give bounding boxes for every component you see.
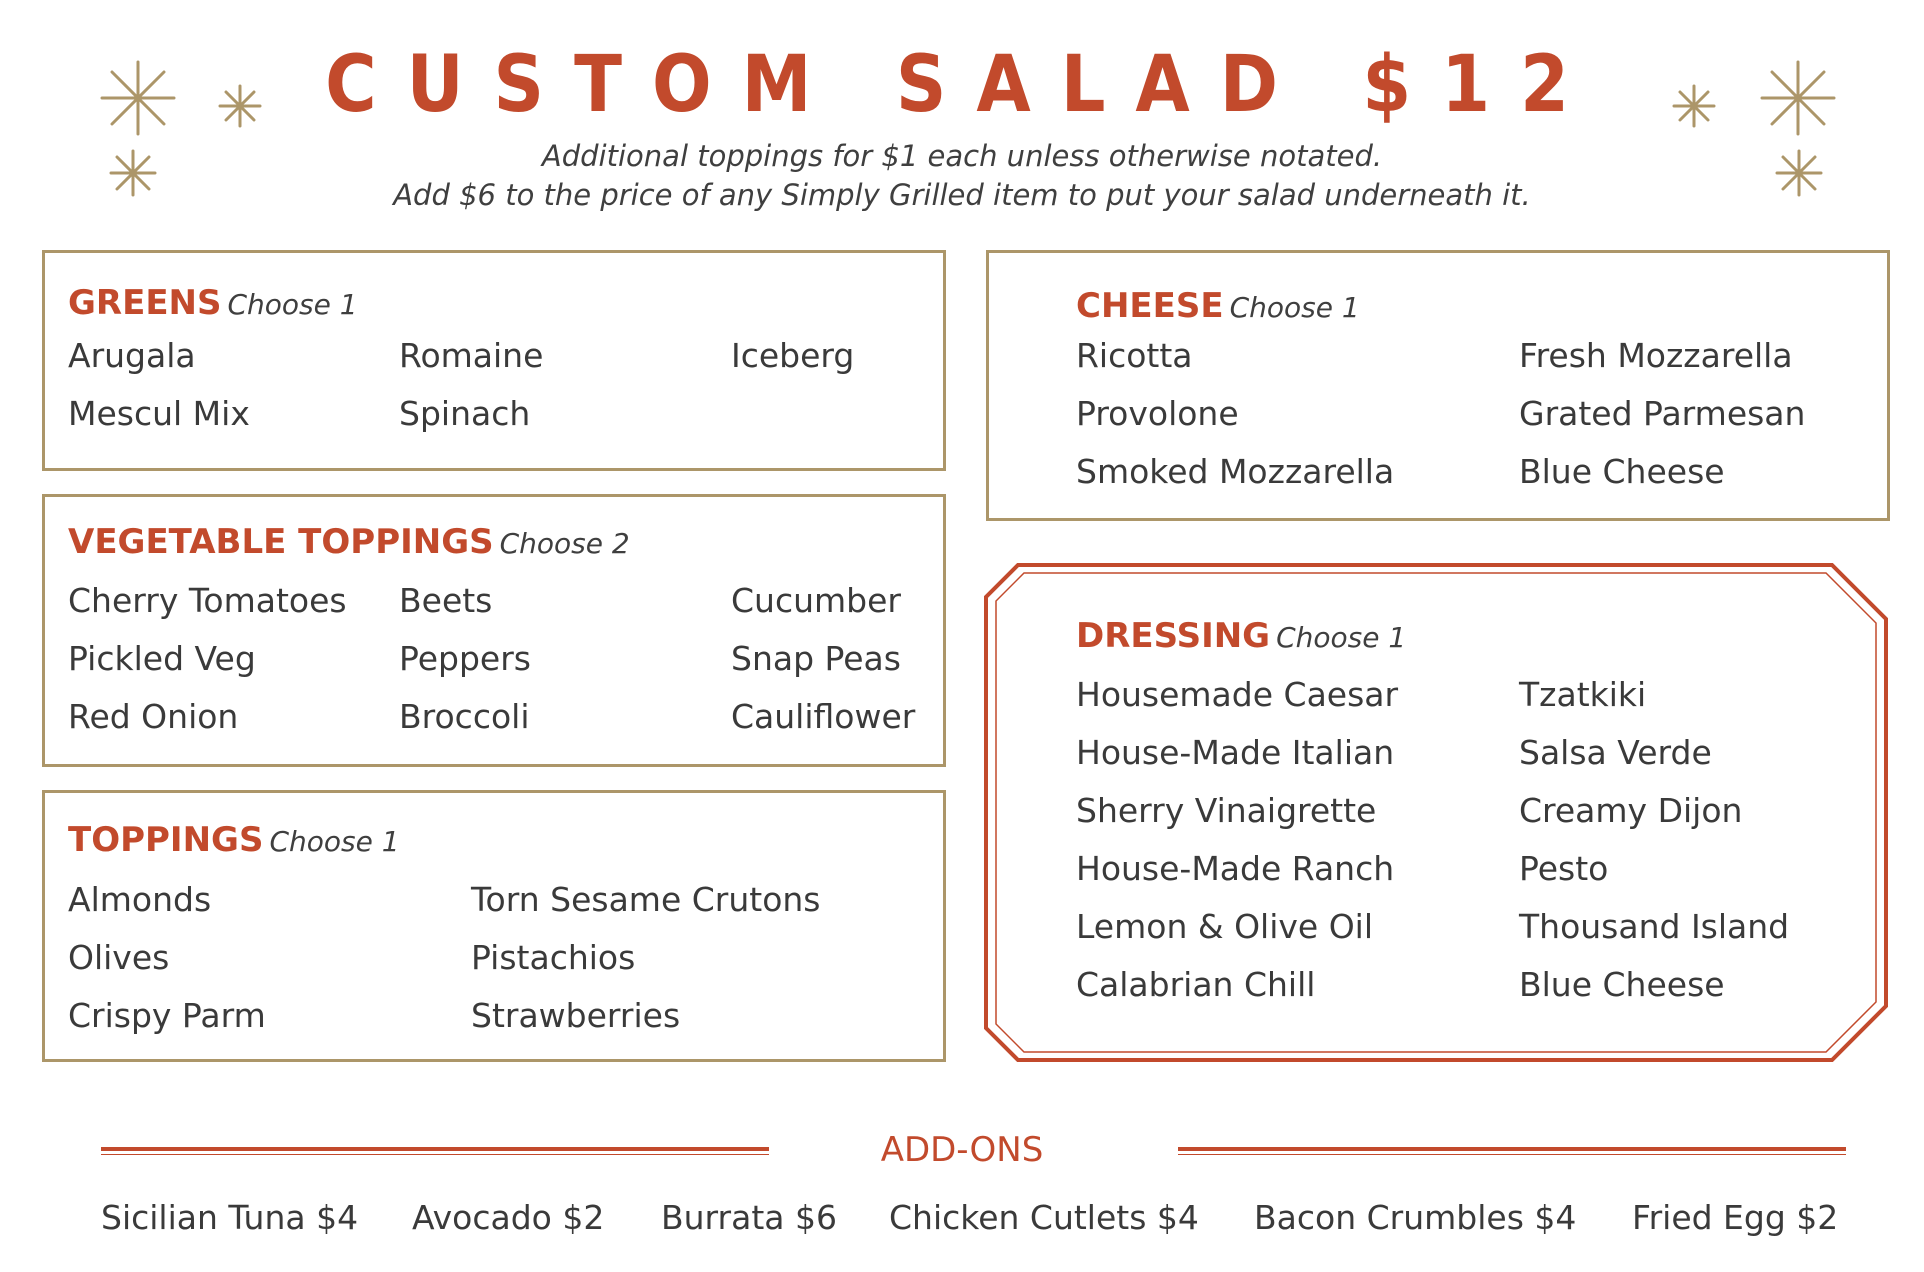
addons-title: ADD-ONS xyxy=(880,1130,1044,1170)
vegetables-choose: Choose 2 xyxy=(499,527,630,560)
toppings-title: TOPPINGS xyxy=(68,820,264,860)
cheese-item: Ricotta xyxy=(1076,336,1193,375)
vegetable-item: Broccoli xyxy=(399,697,530,736)
topping-item: Almonds xyxy=(68,880,212,919)
dressing-item: Lemon & Olive Oil xyxy=(1076,907,1374,946)
cheese-item: Smoked Mozzarella xyxy=(1076,452,1395,491)
vegetable-item: Beets xyxy=(399,581,493,620)
toppings-choose: Choose 1 xyxy=(269,825,400,858)
addon-item: Sicilian Tuna $4 xyxy=(101,1198,359,1237)
dressing-item: Calabrian Chill xyxy=(1076,965,1316,1004)
greens-item: Iceberg xyxy=(731,336,855,375)
dressing-item: Thousand Island xyxy=(1519,907,1790,946)
topping-item: Torn Sesame Crutons xyxy=(471,880,821,919)
greens-item: Romaine xyxy=(399,336,544,375)
subtitle-line-1: Additional toppings for $1 each unless otherwise notated. xyxy=(541,139,1383,173)
cheese-title: CHEESE xyxy=(1076,286,1224,326)
dressing-item: Blue Cheese xyxy=(1519,965,1725,1004)
dressing-item: Salsa Verde xyxy=(1519,733,1712,772)
dressing-item: House-Made Ranch xyxy=(1076,849,1395,888)
dressing-heading xyxy=(1076,616,1406,662)
topping-item: Olives xyxy=(68,938,170,977)
greens-item: Spinach xyxy=(399,394,531,433)
cheese-choose: Choose 1 xyxy=(1229,291,1360,324)
vegetable-item: Peppers xyxy=(399,639,531,678)
dressing-item: Tzatkiki xyxy=(1519,675,1647,714)
vegetable-item: Snap Peas xyxy=(731,639,901,678)
dressing-item: Pesto xyxy=(1519,849,1609,888)
cheese-item: Fresh Mozzarella xyxy=(1519,336,1793,375)
vegetable-item: Cucumber xyxy=(731,581,901,620)
cheese-item: Blue Cheese xyxy=(1519,452,1725,491)
topping-item: Strawberries xyxy=(471,996,681,1035)
vegetable-item: Pickled Veg xyxy=(68,639,256,678)
dressing-item: Sherry Vinaigrette xyxy=(1076,791,1377,830)
vegetable-item: Red Onion xyxy=(68,697,239,736)
addon-item: Burrata $6 xyxy=(661,1198,837,1237)
greens-choose: Choose 1 xyxy=(227,288,358,321)
addon-item: Fried Egg $2 xyxy=(1632,1198,1839,1237)
subtitle-line-2: Add $6 to the price of any Simply Grilled item to put your salad underneath it. xyxy=(393,178,1531,212)
vegetables-title: VEGETABLE TOPPINGS xyxy=(68,522,494,562)
addon-item: Chicken Cutlets $4 xyxy=(889,1198,1199,1237)
vegetable-item: Cauliflower xyxy=(731,697,916,736)
greens-title: GREENS xyxy=(68,283,222,323)
cheese-item: Grated Parmesan xyxy=(1519,394,1806,433)
dressing-item: Creamy Dijon xyxy=(1519,791,1743,830)
addon-item: Avocado $2 xyxy=(412,1198,605,1237)
dressing-choose: Choose 1 xyxy=(1276,621,1407,654)
dressing-title: DRESSING xyxy=(1076,616,1271,656)
dressing-item: Housemade Caesar xyxy=(1076,675,1399,714)
greens-item: Arugala xyxy=(68,336,196,375)
greens-item: Mescul Mix xyxy=(68,394,250,433)
cheese-item: Provolone xyxy=(1076,394,1239,433)
dressing-item: House-Made Italian xyxy=(1076,733,1395,772)
vegetable-item: Cherry Tomatoes xyxy=(68,581,347,620)
topping-item: Crispy Parm xyxy=(68,996,266,1035)
topping-item: Pistachios xyxy=(471,938,636,977)
addon-item: Bacon Crumbles $4 xyxy=(1254,1198,1577,1237)
page-title: CUSTOM SALAD $12 xyxy=(325,40,1599,130)
